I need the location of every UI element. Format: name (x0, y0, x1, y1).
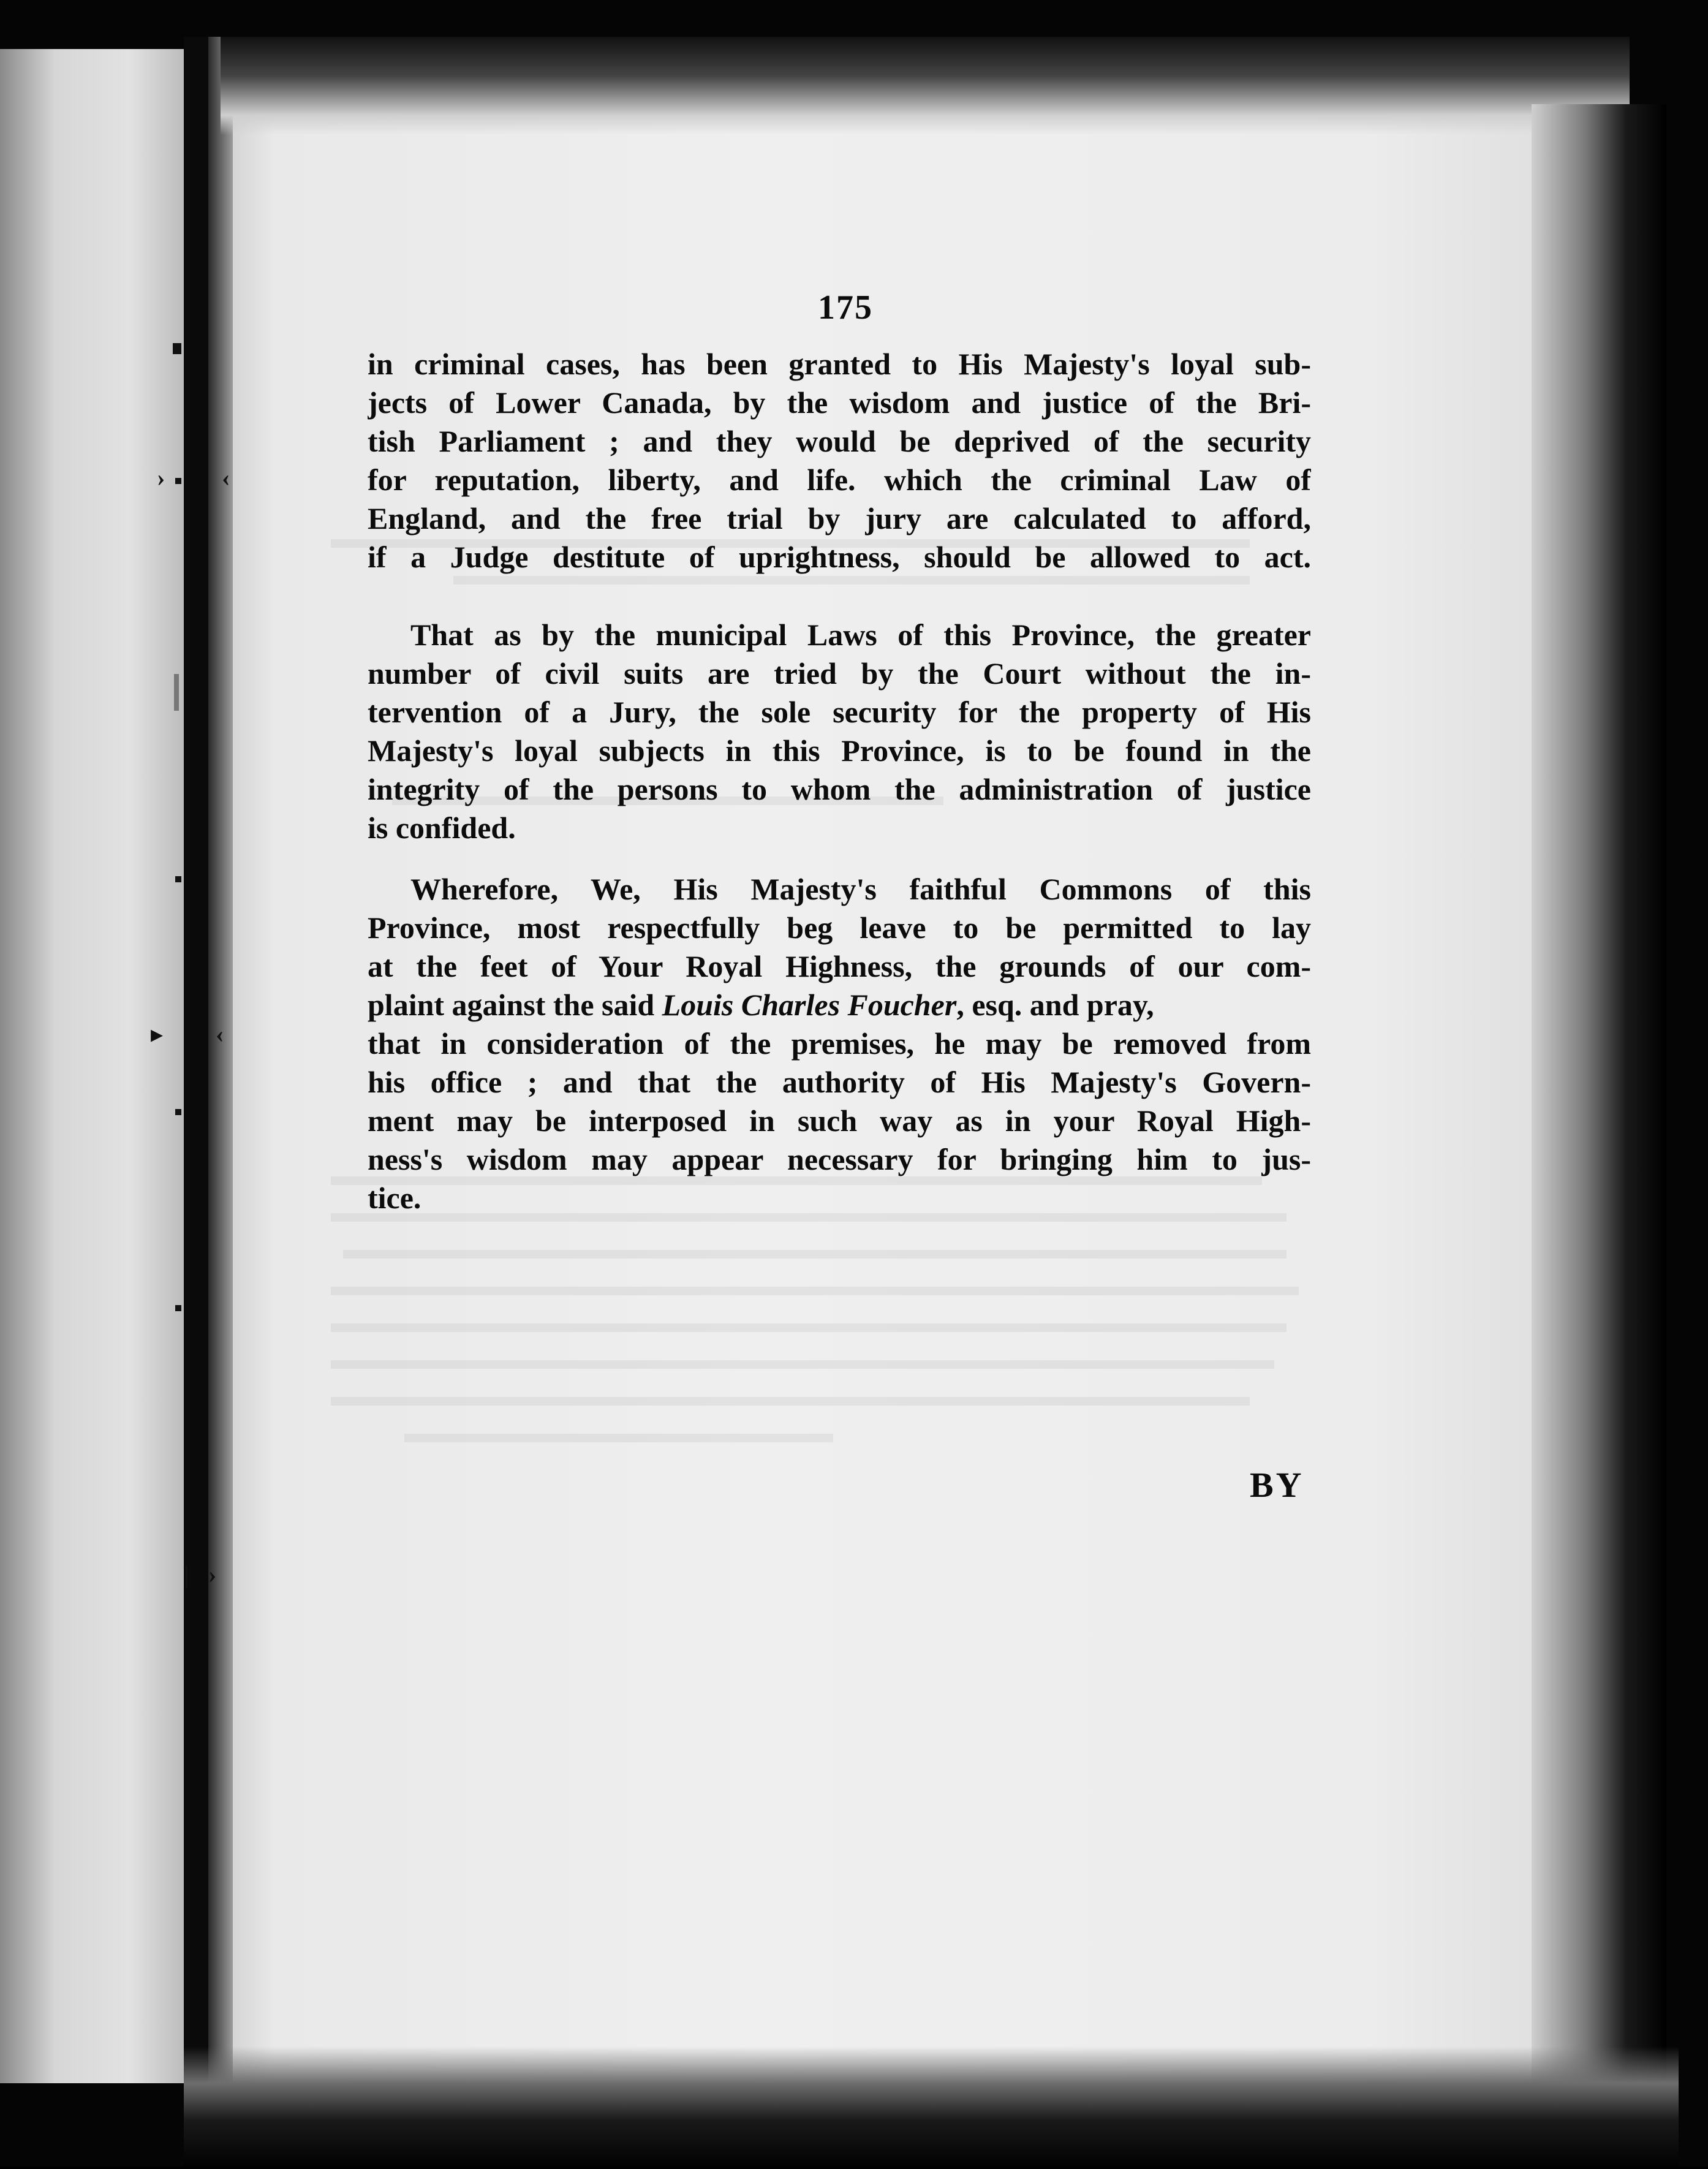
text-segment: , esq. and pray, (956, 988, 1154, 1022)
text-line: integrity of the persons to whom the administration of justice (368, 772, 1311, 806)
text-line: ment may be interposed in such way as in your Royal High- (368, 1103, 1311, 1138)
gutter-shadow (208, 37, 233, 2114)
text-line-with-name (368, 986, 1311, 1024)
italic-name: Louis Charles Foucher (662, 988, 957, 1022)
text-line: that in consideration of the premises, he may be removed from (368, 1026, 1311, 1061)
text-line: his office ; and that the authority of His Majesty's Govern- (368, 1065, 1311, 1099)
text-line: in criminal cases, has been granted to His Majesty's loyal sub- (368, 347, 1311, 381)
margin-mark: ‹ (216, 1020, 224, 1048)
facing-page-marks (0, 49, 184, 2083)
text-line: number of civil suits are tried by the Court without the in- (368, 656, 1311, 691)
page-gutter (184, 37, 208, 2108)
text-line: tervention of a Jury, the sole security for the property of His (368, 695, 1311, 729)
page-top-edge (221, 37, 1630, 135)
text-line: tish Parliament ; and they would be deprived of the security (368, 424, 1311, 458)
catchword: BY (1250, 1465, 1304, 1505)
paragraph-2 (368, 616, 1311, 847)
text-line: if a Judge destitute of uprightness, should be allowed to act. (368, 540, 1311, 574)
margin-mark: | (184, 1561, 189, 1588)
page-bottom-edge (184, 2046, 1679, 2169)
page-number: 175 (818, 289, 873, 327)
text-line: That as by the municipal Laws of this Province, the greater (410, 618, 1311, 652)
text-line: Majesty's loyal subjects in this Province, is to be found in the (368, 733, 1311, 768)
text-line: tice. (368, 1181, 421, 1215)
margin-mark: › (157, 464, 165, 491)
text-line: at the feet of Your Royal Highness, the grounds of our com- (368, 949, 1311, 983)
paragraph-3 (368, 870, 1311, 1217)
text-line: ness's wisdom may appear necessary for bringing him to jus- (368, 1142, 1311, 1176)
text-line: Wherefore, We, His Majesty's faithful Commons of this (410, 872, 1311, 906)
text-segment: plaint against the said (368, 988, 655, 1022)
text-line: England, and the free trial by jury are calculated to afford, (368, 501, 1311, 536)
page-right-edge (1532, 104, 1666, 2089)
text-line: jects of Lower Canada, by the wisdom and justice of the Bri- (368, 385, 1311, 420)
text-line: Province, most respectfully beg leave to be permitted to lay (368, 910, 1311, 945)
margin-mark: › (208, 1561, 217, 1588)
margin-mark: ▸ (151, 1020, 164, 1048)
margin-mark: ‹ (222, 464, 230, 491)
paragraph-1 (368, 345, 1311, 577)
text-line: for reputation, liberty, and life. which the criminal Law of (368, 463, 1311, 497)
text-line: is confided. (368, 811, 516, 845)
